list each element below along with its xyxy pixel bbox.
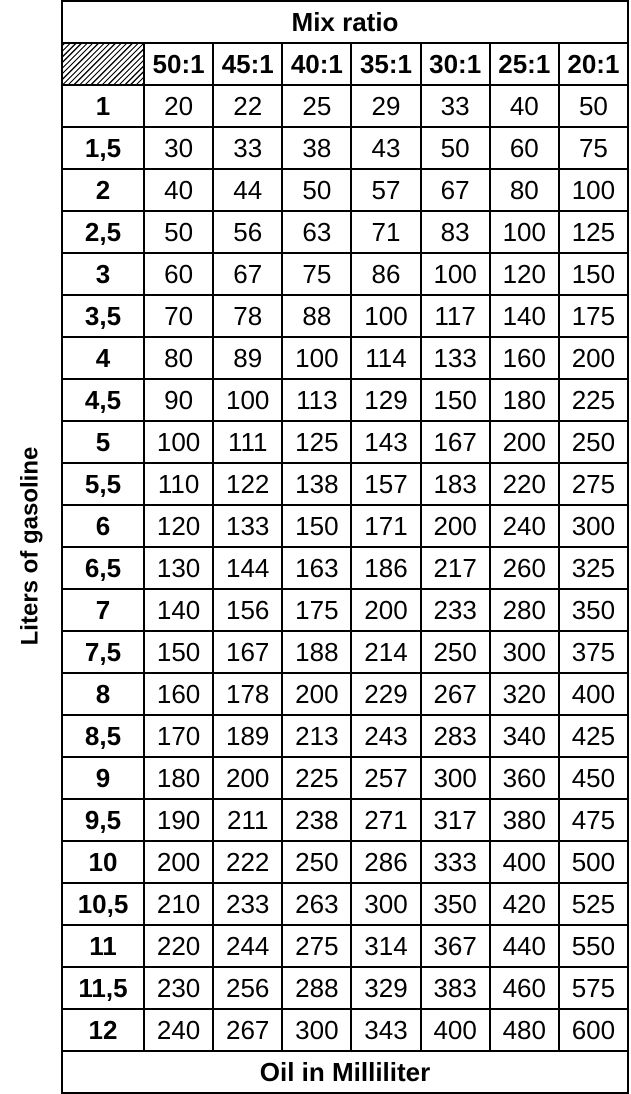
table-row xyxy=(62,253,628,295)
liters-cell: 5 xyxy=(62,421,144,463)
oil-amount-cell: 383 xyxy=(421,967,490,1009)
table-row xyxy=(62,421,628,463)
oil-amount-cell: 250 xyxy=(421,631,490,673)
oil-amount-cell: 50 xyxy=(559,85,628,127)
table-row xyxy=(62,127,628,169)
table-row xyxy=(62,715,628,757)
oil-amount-cell: 188 xyxy=(282,631,351,673)
oil-amount-cell: 157 xyxy=(351,463,420,505)
oil-amount-cell: 300 xyxy=(351,883,420,925)
liters-cell: 4,5 xyxy=(62,379,144,421)
oil-amount-cell: 130 xyxy=(144,547,213,589)
liters-cell: 10,5 xyxy=(62,883,144,925)
oil-amount-cell: 110 xyxy=(144,463,213,505)
oil-amount-cell: 29 xyxy=(351,85,420,127)
oil-amount-cell: 167 xyxy=(421,421,490,463)
oil-amount-cell: 200 xyxy=(559,337,628,379)
oil-amount-cell: 89 xyxy=(213,337,282,379)
oil-amount-cell: 213 xyxy=(282,715,351,757)
oil-amount-cell: 170 xyxy=(144,715,213,757)
oil-amount-cell: 113 xyxy=(282,379,351,421)
liters-cell: 5,5 xyxy=(62,463,144,505)
oil-amount-cell: 120 xyxy=(144,505,213,547)
oil-amount-cell: 100 xyxy=(351,295,420,337)
oil-amount-cell: 400 xyxy=(421,1009,490,1051)
liters-cell: 1 xyxy=(62,85,144,127)
table-row xyxy=(62,757,628,799)
oil-amount-cell: 38 xyxy=(282,127,351,169)
oil-amount-cell: 178 xyxy=(213,673,282,715)
liters-cell: 10 xyxy=(62,841,144,883)
oil-amount-cell: 114 xyxy=(351,337,420,379)
oil-amount-cell: 229 xyxy=(351,673,420,715)
oil-amount-cell: 56 xyxy=(213,211,282,253)
oil-amount-cell: 71 xyxy=(351,211,420,253)
table-row xyxy=(62,463,628,505)
table-row xyxy=(62,547,628,589)
ratio-header-cell: 45:1 xyxy=(213,43,282,85)
oil-amount-cell: 480 xyxy=(490,1009,559,1051)
table-row xyxy=(62,337,628,379)
oil-amount-cell: 350 xyxy=(559,589,628,631)
oil-amount-cell: 160 xyxy=(144,673,213,715)
table-row xyxy=(62,295,628,337)
oil-amount-cell: 40 xyxy=(144,169,213,211)
oil-amount-cell: 267 xyxy=(421,673,490,715)
oil-amount-cell: 300 xyxy=(421,757,490,799)
liters-cell: 7 xyxy=(62,589,144,631)
oil-amount-cell: 183 xyxy=(421,463,490,505)
oil-amount-cell: 100 xyxy=(421,253,490,295)
oil-amount-cell: 70 xyxy=(144,295,213,337)
side-label-container xyxy=(0,0,61,1092)
oil-amount-cell: 138 xyxy=(282,463,351,505)
liters-cell: 6,5 xyxy=(62,547,144,589)
oil-amount-cell: 78 xyxy=(213,295,282,337)
oil-amount-cell: 300 xyxy=(559,505,628,547)
liters-cell: 8,5 xyxy=(62,715,144,757)
oil-amount-cell: 140 xyxy=(490,295,559,337)
liters-cell: 9,5 xyxy=(62,799,144,841)
liters-cell: 8 xyxy=(62,673,144,715)
oil-amount-cell: 244 xyxy=(213,925,282,967)
oil-amount-cell: 600 xyxy=(559,1009,628,1051)
oil-amount-cell: 143 xyxy=(351,421,420,463)
oil-amount-cell: 133 xyxy=(213,505,282,547)
table-row xyxy=(62,967,628,1009)
oil-amount-cell: 200 xyxy=(351,589,420,631)
oil-amount-cell: 125 xyxy=(559,211,628,253)
mix-ratio-table xyxy=(61,0,629,1094)
oil-amount-cell: 150 xyxy=(144,631,213,673)
oil-amount-cell: 325 xyxy=(559,547,628,589)
oil-amount-cell: 160 xyxy=(490,337,559,379)
oil-amount-cell: 86 xyxy=(351,253,420,295)
ratio-header-cell: 50:1 xyxy=(144,43,213,85)
table-row xyxy=(62,379,628,421)
oil-amount-cell: 44 xyxy=(213,169,282,211)
oil-amount-cell: 233 xyxy=(213,883,282,925)
table-row xyxy=(62,673,628,715)
oil-amount-cell: 163 xyxy=(282,547,351,589)
oil-amount-cell: 367 xyxy=(421,925,490,967)
oil-amount-cell: 22 xyxy=(213,85,282,127)
oil-amount-cell: 75 xyxy=(559,127,628,169)
oil-amount-cell: 500 xyxy=(559,841,628,883)
oil-amount-cell: 30 xyxy=(144,127,213,169)
oil-amount-cell: 275 xyxy=(282,925,351,967)
oil-amount-cell: 140 xyxy=(144,589,213,631)
oil-amount-cell: 167 xyxy=(213,631,282,673)
table-row xyxy=(62,1009,628,1051)
liters-cell: 4 xyxy=(62,337,144,379)
table-row xyxy=(62,631,628,673)
oil-amount-cell: 300 xyxy=(282,1009,351,1051)
oil-amount-cell: 88 xyxy=(282,295,351,337)
table-row xyxy=(62,589,628,631)
oil-amount-cell: 150 xyxy=(421,379,490,421)
oil-amount-cell: 550 xyxy=(559,925,628,967)
table-row xyxy=(62,85,628,127)
oil-amount-cell: 75 xyxy=(282,253,351,295)
oil-amount-cell: 100 xyxy=(559,169,628,211)
oil-amount-cell: 375 xyxy=(559,631,628,673)
oil-amount-cell: 156 xyxy=(213,589,282,631)
oil-amount-cell: 250 xyxy=(282,841,351,883)
table-row xyxy=(62,169,628,211)
liters-cell: 3,5 xyxy=(62,295,144,337)
oil-amount-cell: 133 xyxy=(421,337,490,379)
oil-amount-cell: 317 xyxy=(421,799,490,841)
oil-amount-cell: 320 xyxy=(490,673,559,715)
oil-amount-cell: 280 xyxy=(490,589,559,631)
oil-amount-cell: 575 xyxy=(559,967,628,1009)
oil-amount-cell: 150 xyxy=(559,253,628,295)
table-row xyxy=(62,799,628,841)
oil-amount-cell: 100 xyxy=(490,211,559,253)
oil-amount-cell: 171 xyxy=(351,505,420,547)
oil-amount-cell: 256 xyxy=(213,967,282,1009)
table-row xyxy=(62,841,628,883)
oil-amount-cell: 220 xyxy=(144,925,213,967)
oil-amount-cell: 50 xyxy=(144,211,213,253)
oil-amount-cell: 120 xyxy=(490,253,559,295)
oil-amount-cell: 200 xyxy=(282,673,351,715)
oil-amount-cell: 222 xyxy=(213,841,282,883)
liters-cell: 12 xyxy=(62,1009,144,1051)
oil-amount-cell: 117 xyxy=(421,295,490,337)
oil-amount-cell: 263 xyxy=(282,883,351,925)
oil-amount-cell: 275 xyxy=(559,463,628,505)
oil-amount-cell: 220 xyxy=(490,463,559,505)
liters-cell: 2,5 xyxy=(62,211,144,253)
oil-amount-cell: 100 xyxy=(213,379,282,421)
oil-amount-cell: 257 xyxy=(351,757,420,799)
oil-amount-cell: 243 xyxy=(351,715,420,757)
oil-amount-cell: 180 xyxy=(144,757,213,799)
oil-amount-cell: 440 xyxy=(490,925,559,967)
oil-amount-cell: 450 xyxy=(559,757,628,799)
oil-amount-cell: 200 xyxy=(144,841,213,883)
liters-cell: 1,5 xyxy=(62,127,144,169)
oil-amount-cell: 333 xyxy=(421,841,490,883)
liters-cell: 11,5 xyxy=(62,967,144,1009)
liters-cell: 6 xyxy=(62,505,144,547)
oil-amount-cell: 225 xyxy=(282,757,351,799)
ratio-header-cell: 20:1 xyxy=(559,43,628,85)
oil-amount-cell: 190 xyxy=(144,799,213,841)
oil-amount-cell: 60 xyxy=(144,253,213,295)
oil-amount-cell: 80 xyxy=(490,169,559,211)
oil-amount-cell: 50 xyxy=(282,169,351,211)
oil-amount-cell: 211 xyxy=(213,799,282,841)
oil-amount-cell: 460 xyxy=(490,967,559,1009)
liters-cell: 2 xyxy=(62,169,144,211)
oil-amount-cell: 40 xyxy=(490,85,559,127)
oil-amount-cell: 314 xyxy=(351,925,420,967)
oil-amount-cell: 43 xyxy=(351,127,420,169)
oil-amount-cell: 100 xyxy=(282,337,351,379)
oil-amount-cell: 240 xyxy=(144,1009,213,1051)
oil-amount-cell: 25 xyxy=(282,85,351,127)
oil-amount-cell: 33 xyxy=(213,127,282,169)
oil-amount-cell: 57 xyxy=(351,169,420,211)
oil-amount-cell: 20 xyxy=(144,85,213,127)
liters-of-gasoline-label: Liters of gasoline xyxy=(16,446,44,646)
oil-amount-cell: 200 xyxy=(421,505,490,547)
oil-amount-cell: 360 xyxy=(490,757,559,799)
oil-amount-cell: 67 xyxy=(421,169,490,211)
oil-amount-cell: 267 xyxy=(213,1009,282,1051)
table-row xyxy=(62,505,628,547)
oil-amount-cell: 271 xyxy=(351,799,420,841)
ratio-header-cell: 30:1 xyxy=(421,43,490,85)
liters-cell: 3 xyxy=(62,253,144,295)
oil-amount-cell: 350 xyxy=(421,883,490,925)
oil-amount-cell: 125 xyxy=(282,421,351,463)
oil-amount-cell: 150 xyxy=(282,505,351,547)
oil-amount-cell: 67 xyxy=(213,253,282,295)
liters-cell: 7,5 xyxy=(62,631,144,673)
oil-amount-cell: 230 xyxy=(144,967,213,1009)
oil-amount-cell: 186 xyxy=(351,547,420,589)
liters-cell: 9 xyxy=(62,757,144,799)
hatched-corner-cell xyxy=(62,43,144,85)
table-row xyxy=(62,925,628,967)
oil-amount-cell: 100 xyxy=(144,421,213,463)
oil-amount-cell: 420 xyxy=(490,883,559,925)
oil-in-milliliter-label: Oil in Milliliter xyxy=(62,1051,628,1093)
oil-amount-cell: 283 xyxy=(421,715,490,757)
oil-amount-cell: 189 xyxy=(213,715,282,757)
oil-amount-cell: 200 xyxy=(213,757,282,799)
oil-amount-cell: 238 xyxy=(282,799,351,841)
ratio-header-cell: 40:1 xyxy=(282,43,351,85)
oil-amount-cell: 129 xyxy=(351,379,420,421)
oil-amount-cell: 400 xyxy=(490,841,559,883)
oil-amount-cell: 111 xyxy=(213,421,282,463)
ratio-header-cell: 25:1 xyxy=(490,43,559,85)
table-row xyxy=(62,883,628,925)
oil-amount-cell: 122 xyxy=(213,463,282,505)
table-row xyxy=(62,211,628,253)
ratio-header-cell: 35:1 xyxy=(351,43,420,85)
oil-amount-cell: 144 xyxy=(213,547,282,589)
oil-amount-cell: 80 xyxy=(144,337,213,379)
oil-amount-cell: 33 xyxy=(421,85,490,127)
oil-amount-cell: 329 xyxy=(351,967,420,1009)
oil-amount-cell: 300 xyxy=(490,631,559,673)
oil-amount-cell: 425 xyxy=(559,715,628,757)
oil-amount-cell: 288 xyxy=(282,967,351,1009)
oil-amount-cell: 380 xyxy=(490,799,559,841)
oil-amount-cell: 400 xyxy=(559,673,628,715)
oil-amount-cell: 90 xyxy=(144,379,213,421)
oil-amount-cell: 60 xyxy=(490,127,559,169)
oil-amount-cell: 214 xyxy=(351,631,420,673)
oil-amount-cell: 525 xyxy=(559,883,628,925)
oil-amount-cell: 286 xyxy=(351,841,420,883)
oil-amount-cell: 63 xyxy=(282,211,351,253)
oil-amount-cell: 175 xyxy=(559,295,628,337)
oil-amount-cell: 210 xyxy=(144,883,213,925)
oil-amount-cell: 343 xyxy=(351,1009,420,1051)
oil-amount-cell: 233 xyxy=(421,589,490,631)
oil-amount-cell: 175 xyxy=(282,589,351,631)
oil-amount-cell: 217 xyxy=(421,547,490,589)
oil-amount-cell: 225 xyxy=(559,379,628,421)
oil-amount-cell: 250 xyxy=(559,421,628,463)
oil-amount-cell: 340 xyxy=(490,715,559,757)
liters-cell: 11 xyxy=(62,925,144,967)
oil-amount-cell: 200 xyxy=(490,421,559,463)
oil-amount-cell: 475 xyxy=(559,799,628,841)
ratio-header-row xyxy=(62,43,628,85)
oil-amount-cell: 83 xyxy=(421,211,490,253)
oil-amount-cell: 180 xyxy=(490,379,559,421)
oil-amount-cell: 50 xyxy=(421,127,490,169)
mix-ratio-title: Mix ratio xyxy=(62,1,628,43)
oil-amount-cell: 260 xyxy=(490,547,559,589)
oil-amount-cell: 240 xyxy=(490,505,559,547)
